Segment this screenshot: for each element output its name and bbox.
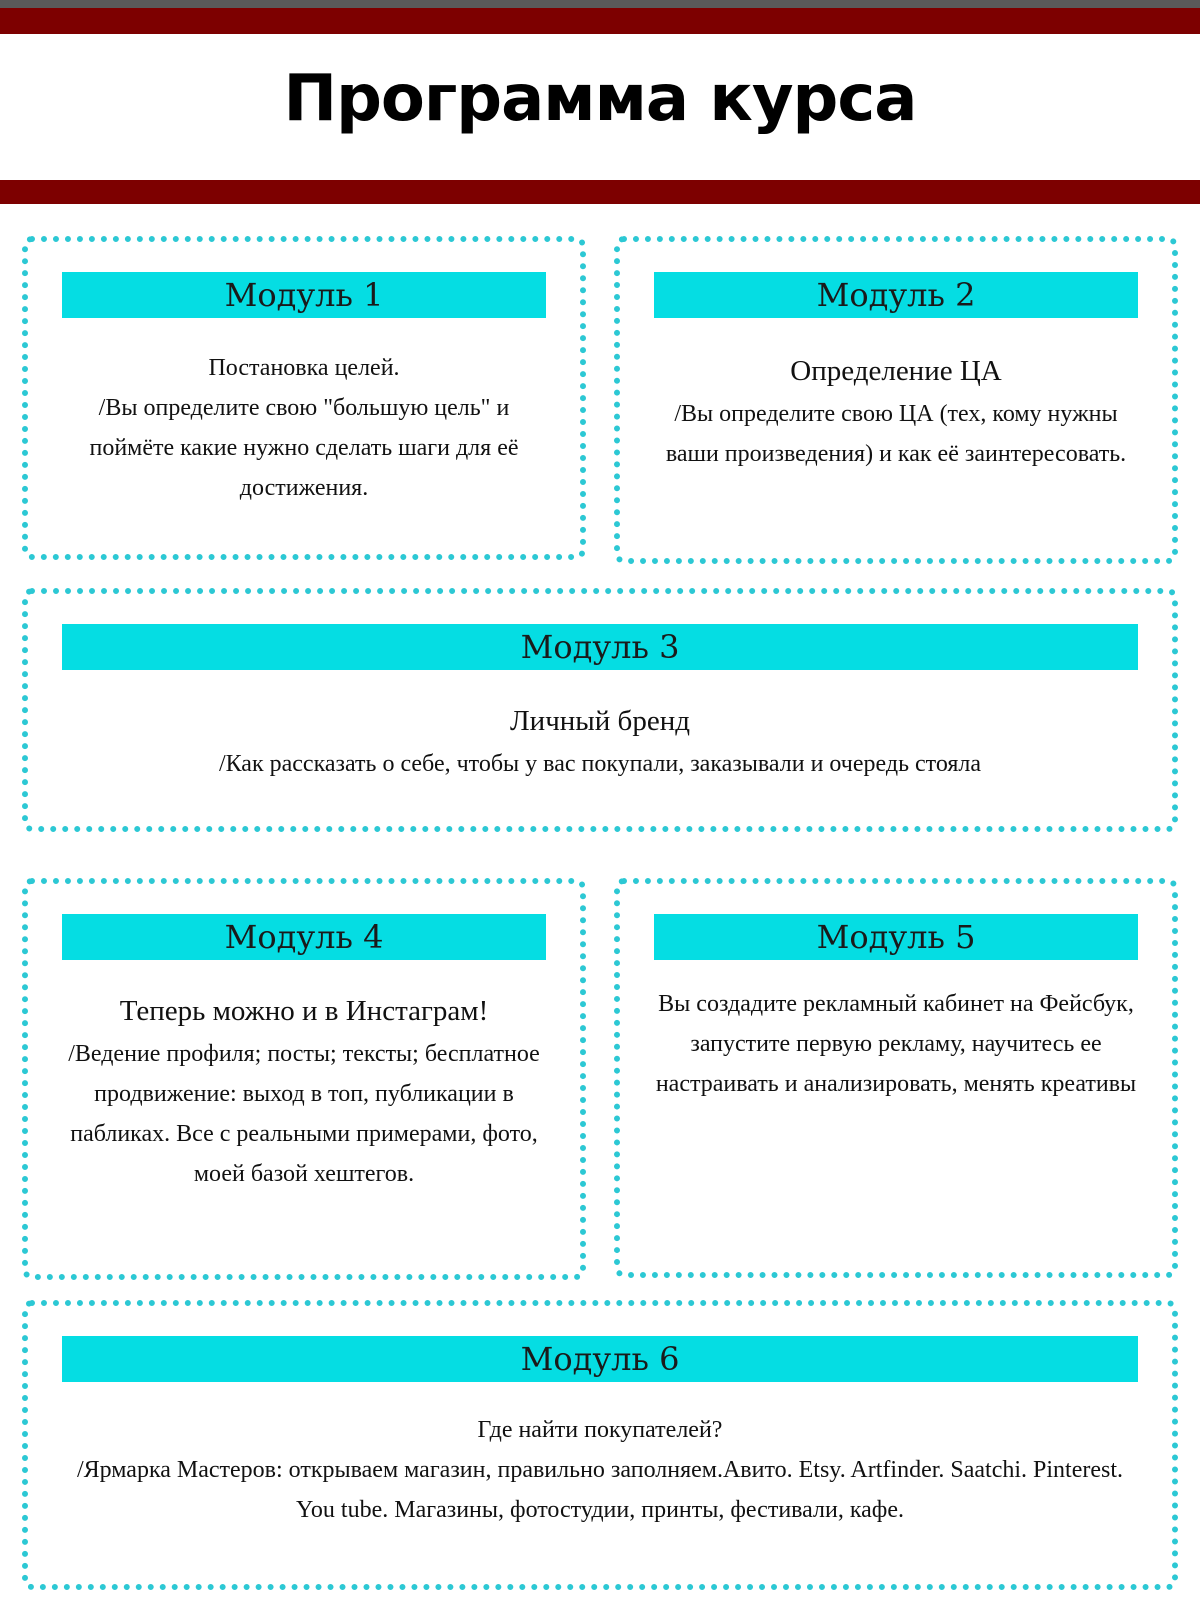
module-card-4 — [22, 878, 586, 1280]
page-title: Программа курса — [283, 62, 917, 136]
title-band-bottom — [0, 180, 1200, 204]
module-lead-6: Где найти покупателей? — [477, 1417, 723, 1443]
title-band-top — [0, 8, 1200, 34]
module-card-5 — [614, 878, 1178, 1278]
module-body-5 — [650, 984, 1142, 1104]
module-desc-5: Вы создадите рекламный кабинет на Фейсбук, запустите первую рекламу, научитесь ее настраивать и анализировать, менять креативы — [655, 991, 1137, 1097]
module-header-5: Модуль 5 — [654, 914, 1138, 960]
module-card-2 — [614, 236, 1178, 564]
module-header-1: Модуль 1 — [62, 272, 546, 318]
module-desc-2: /Вы определите свою ЦА (тех, кому нужны ваши произведения) и как её заинтересовать. — [665, 401, 1127, 467]
module-desc-4: /Ведение профиля; посты; тексты; бесплатное продвижение: выход в топ, публикации в пабликах. Все с реальными примерами, фото, моей базой хештегов. — [68, 1041, 540, 1187]
module-card-6 — [22, 1300, 1178, 1590]
module-desc-1: /Вы определите свою "большую цель" и поймёте какие нужно сделать шаги для её достижения. — [89, 395, 519, 501]
module-body-3 — [58, 698, 1142, 784]
module-body-4 — [58, 988, 550, 1194]
module-desc-3: /Как рассказать о себе, чтобы у вас покупали, заказывали и очередь стояла — [218, 751, 982, 777]
module-lead-1: Постановка целей. — [208, 355, 400, 381]
module-body-6 — [58, 1410, 1142, 1530]
module-card-3 — [22, 588, 1178, 832]
module-header-4: Модуль 4 — [62, 914, 546, 960]
module-header-3: Модуль 3 — [62, 624, 1138, 670]
module-body-1 — [58, 348, 550, 508]
module-header-2: Модуль 2 — [654, 272, 1138, 318]
module-header-6: Модуль 6 — [62, 1336, 1138, 1382]
module-desc-6: /Ярмарка Мастеров: открываем магазин, правильно заполняем.Авито. Etsy. Artfinder. Saatchi. Pinterest. You tube. Магазины, фотостудии, принты, фестивали, кафе. — [76, 1457, 1124, 1523]
top-image-strip — [0, 0, 1200, 8]
module-body-2 — [650, 348, 1142, 474]
module-lead-2: Определение ЦА — [790, 355, 1002, 387]
module-lead-3: Личный бренд — [510, 705, 690, 737]
module-card-1 — [22, 236, 586, 560]
module-lead-4: Теперь можно и в Инстаграм! — [119, 995, 489, 1027]
